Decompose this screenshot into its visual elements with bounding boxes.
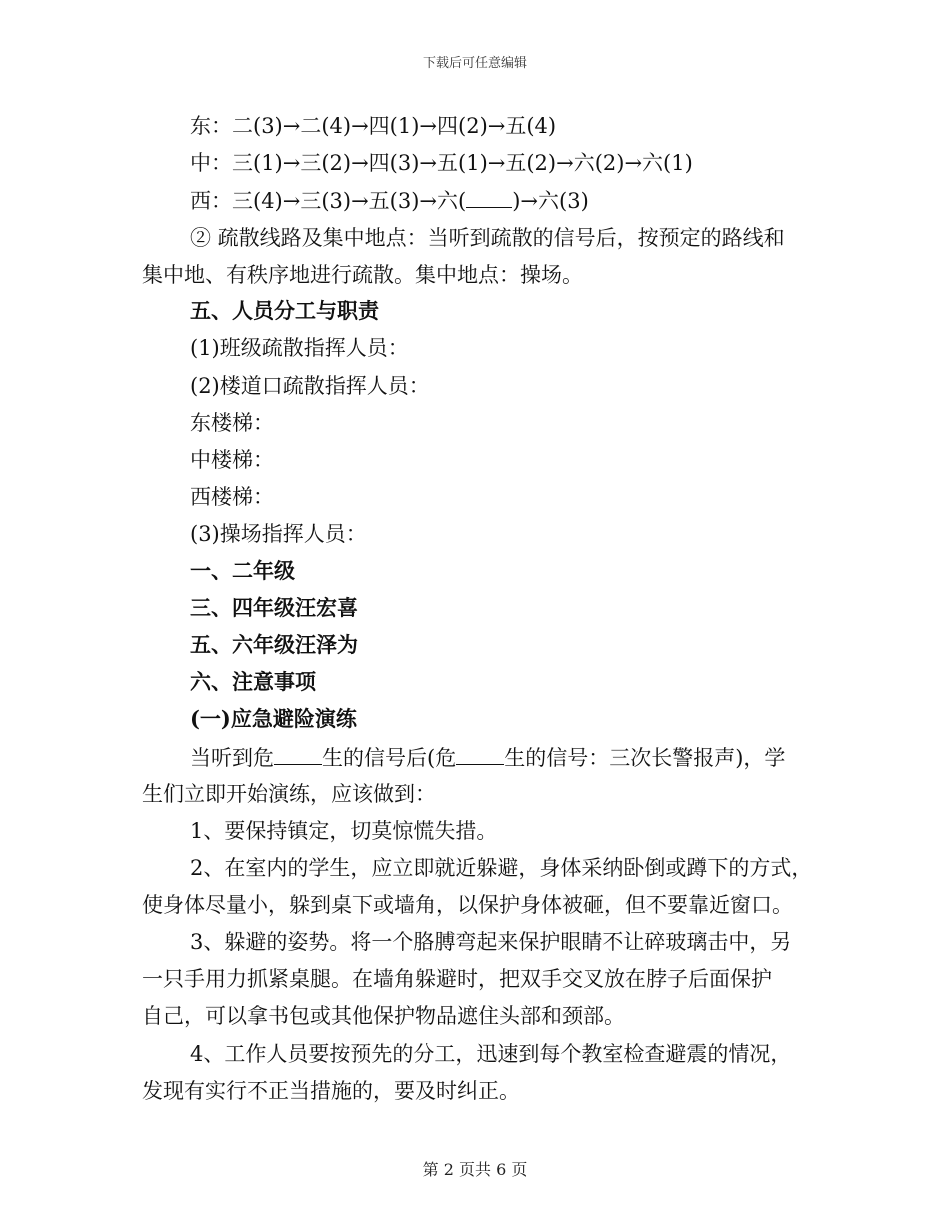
point-1: 1、要保持镇定，切莫惊慌失措。 <box>190 819 498 843</box>
page-footer: 第 2 页共 6 页 <box>422 1160 528 1179</box>
grade-line-2: 三、四年级汪宏喜 <box>190 595 358 620</box>
staff-item-3: (3)操场指挥人员： <box>190 522 367 546</box>
point-4-line-2: 发现有实行不正当措施的，要及时纠正。 <box>142 1079 520 1103</box>
blank-line <box>456 744 504 765</box>
drill-intro-part3: 生的信号：三次长警报声)，学 <box>504 746 786 770</box>
route-middle: 中：三(1)→三(2)→四(3)→五(1)→五(2)→六(2)→六(1) <box>190 151 693 175</box>
evac-line-1: ② 疏散线路及集中地点：当听到疏散的信号后，按预定的路线和 <box>190 226 785 250</box>
staff-item-1: (1)班级疏散指挥人员： <box>190 336 409 360</box>
route-east: 东：二(3)→二(4)→四(1)→四(2)→五(4) <box>190 114 557 138</box>
drill-intro-part1: 当听到危 <box>190 746 274 770</box>
east-stair: 东楼梯： <box>190 411 274 435</box>
drill-intro-part2: 生的信号后(危 <box>322 746 457 770</box>
route-west-part2: )→六(3) <box>512 189 589 213</box>
page-header: 下载后可任意编辑 <box>422 56 527 71</box>
drill-intro-line-2: 生们立即开始演练，应该做到： <box>142 782 436 806</box>
middle-stair: 中楼梯： <box>190 448 274 472</box>
drill-intro-line-1 <box>190 744 785 771</box>
point-3-line-3: 自己，可以拿书包或其他保护物品遮住头部和颈部。 <box>142 1004 625 1028</box>
route-west <box>190 187 589 214</box>
point-3-line-2: 一只手用力抓紧桌腿。在墙角躲避时，把双手交叉放在脖子后面保护 <box>142 967 772 991</box>
west-stair: 西楼梯： <box>190 485 274 509</box>
point-4-line-1: 4、工作人员要按预先的分工，迅速到每个教室检查避震的情况， <box>190 1042 792 1066</box>
blank-line <box>466 187 512 208</box>
grade-line-1: 一、二年级 <box>190 558 295 583</box>
blank-line <box>274 744 322 765</box>
staff-item-2: (2)楼道口疏散指挥人员： <box>190 374 430 398</box>
section5-title: 五、人员分工与职责 <box>190 298 379 323</box>
point-2-line-1: 2、在室内的学生，应立即就近躲避，身体采纳卧倒或蹲下的方式， <box>190 856 813 880</box>
section6-sub1: (一)应急避险演练 <box>190 706 357 731</box>
section6-title: 六、注意事项 <box>190 669 316 694</box>
point-2-line-2: 使身体尽量小，躲到桌下或墙角，以保护身体被砸，但不要靠近窗口。 <box>142 893 793 917</box>
evac-line-2: 集中地、有秩序地进行疏散。集中地点：操场。 <box>142 263 583 287</box>
grade-line-3: 五、六年级汪泽为 <box>190 632 358 657</box>
route-west-part1: 西：三(4)→三(3)→五(3)→六( <box>190 189 467 213</box>
point-3-line-1: 3、躲避的姿势。将一个胳膊弯起来保护眼睛不让碎玻璃击中，另 <box>190 930 792 954</box>
